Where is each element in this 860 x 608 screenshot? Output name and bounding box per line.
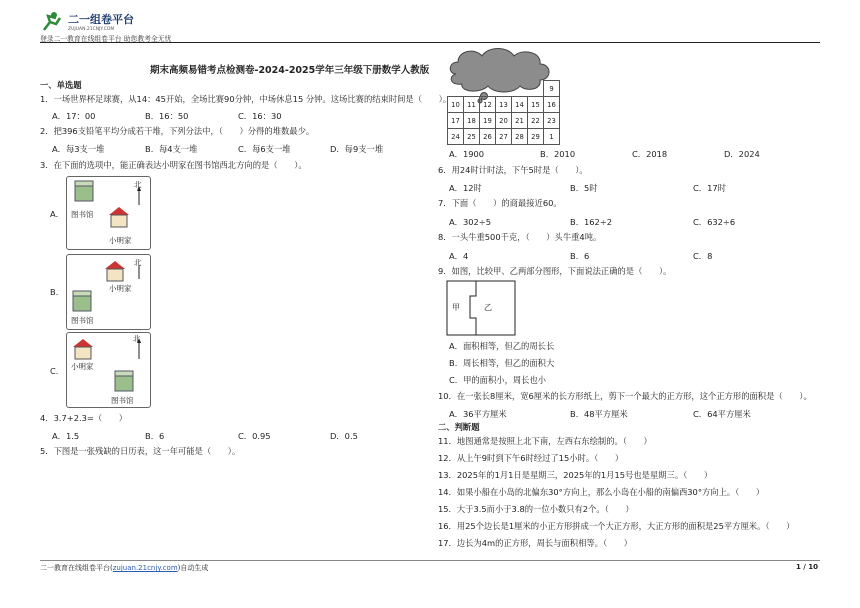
calendar-cell: 29 <box>528 129 544 145</box>
calendar-cell: 12 <box>480 97 496 113</box>
home-label: 小明家 <box>109 236 132 245</box>
library-label: 图书馆 <box>71 210 94 219</box>
calendar-cell: 14 <box>512 97 528 113</box>
q2-option-c[interactable]: C．每6支一堆 <box>238 144 291 154</box>
calendar-cell: 17 <box>448 113 464 129</box>
question-1: 1．一场世界杯足球赛，从14：45开始，全场比赛90分钟，中场休息15 分钟。这场比赛的结束时间是（ ）。 <box>40 94 452 104</box>
calendar-cell: 22 <box>528 113 544 129</box>
calendar-cell: 11 <box>464 97 480 113</box>
q4-option-c[interactable]: C．0.95 <box>238 431 271 441</box>
q2-option-b[interactable]: B．每4支一堆 <box>145 144 198 154</box>
question-15: 15．大于3.5而小于3.8的一位小数只有2个。（ ） <box>438 504 634 514</box>
question-9: 9．如图，比较甲、乙两部分图形，下面说法正确的是（ ）。 <box>438 266 672 276</box>
q1-option-a[interactable]: A．17：00 <box>52 111 96 121</box>
north-label: 北 <box>134 180 142 189</box>
calendar-cell: 28 <box>512 129 528 145</box>
header-divider <box>40 42 820 43</box>
question-4: 4．3.7+2.3=（ ） <box>40 413 128 423</box>
calendar-row <box>448 81 560 97</box>
q10-option-a[interactable]: A．36平方厘米 <box>449 409 507 419</box>
runner-logo-icon <box>40 10 160 32</box>
calendar-cell: 15 <box>528 97 544 113</box>
calendar-cell <box>480 81 496 97</box>
site-logo <box>40 10 160 32</box>
calendar-cell <box>464 81 480 97</box>
q8-option-a[interactable]: A．4 <box>449 251 469 261</box>
q9-option-c[interactable]: C．甲的面积小，周长也小 <box>449 375 547 385</box>
question-7: 7．下面（ ）的商最接近60。 <box>438 198 562 208</box>
calendar-row <box>448 97 560 113</box>
calendar-cell <box>448 81 464 97</box>
calendar-cell: 27 <box>496 129 512 145</box>
q5-option-d[interactable]: D．2024 <box>724 149 760 159</box>
question-3: 3．在下面的选项中，能正确表达小明家在图书馆西北方向的是（ ）。 <box>40 160 307 170</box>
question-5: 5．下图是一张残缺的日历表，这一年可能是（ ）。 <box>40 446 241 456</box>
calendar-cell <box>496 81 512 97</box>
library-icon <box>115 371 133 391</box>
q9-option-a[interactable]: A．面积相等，但乙的周长长 <box>449 341 555 351</box>
q7-option-c[interactable]: C．632÷6 <box>693 217 736 227</box>
footer-text <box>40 563 208 573</box>
q8-option-b[interactable]: B．6 <box>570 251 590 261</box>
footer-link[interactable]: zujuan.21cnjy.com <box>112 564 178 572</box>
q5-option-a[interactable]: A．1900 <box>449 149 485 159</box>
q1-option-c[interactable]: C．16：30 <box>238 111 282 121</box>
q4-option-d[interactable]: D．0.5 <box>330 431 358 441</box>
question-17: 17．边长为4m的正方形，周长与面积相等。（ ） <box>438 538 633 548</box>
q4-option-b[interactable]: B．6 <box>145 431 165 441</box>
q6-option-a[interactable]: A．12时 <box>449 183 482 193</box>
question-6: 6．用24时计时法，下午5时是（ ）。 <box>438 165 588 175</box>
north-label: 北 <box>133 334 141 343</box>
house-icon <box>105 261 125 281</box>
q5-option-b[interactable]: B．2010 <box>540 149 576 159</box>
question-11: 11．地图通常是按照上北下南，左西右东绘制的。（ ） <box>438 436 652 446</box>
q9-label-yi: 乙 <box>484 303 492 312</box>
section-single-choice: 一、单选题 <box>40 80 82 90</box>
q2-option-a[interactable]: A．每3支一堆 <box>52 144 105 154</box>
section-true-false: 二、判断题 <box>438 422 480 432</box>
calendar-cell: 21 <box>512 113 528 129</box>
question-12: 12．从上午9时到下午6时经过了15小时。（ ） <box>438 453 624 463</box>
footer-prefix: 二一教育在线组卷平台( <box>40 564 113 572</box>
library-icon <box>73 291 91 311</box>
calendar-cell: 16 <box>544 97 560 113</box>
footer-suffix: )自动生成 <box>177 564 209 572</box>
q7-option-b[interactable]: B．162÷2 <box>570 217 613 227</box>
calendar-cell <box>528 81 544 97</box>
question-8: 8．一头牛重500千克，（ ）头牛重4吨。 <box>438 232 602 242</box>
q1-option-b[interactable]: B．16：50 <box>145 111 189 121</box>
question-13: 13．2025年的1月1日是星期三，2025年的1月15号也是星期三。（ ） <box>438 470 713 480</box>
calendar-cell: 25 <box>464 129 480 145</box>
calendar-cell: 9 <box>544 81 560 97</box>
library-icon <box>75 181 93 201</box>
q8-option-c[interactable]: C．8 <box>693 251 713 261</box>
calendar-row <box>448 129 560 145</box>
q3-option-a-label[interactable]: A． <box>50 209 64 219</box>
q10-option-c[interactable]: C．64平方厘米 <box>693 409 751 419</box>
q2-option-d[interactable]: D．每9支一堆 <box>330 144 384 154</box>
question-2: 2．把396支铅笔平均分成若干堆，下列分法中，（ ）分得的堆数最少。 <box>40 126 315 136</box>
q9-option-b[interactable]: B．周长相等，但乙的面积大 <box>449 358 555 368</box>
house-icon <box>73 339 93 359</box>
page-number: 1 / 10 <box>795 563 818 571</box>
calendar-row <box>448 113 560 129</box>
calendar-cell: 13 <box>496 97 512 113</box>
calendar-cell <box>512 81 528 97</box>
calendar-cell: 18 <box>464 113 480 129</box>
q9-label-jia: 甲 <box>452 303 460 312</box>
logo-subtext: ZUJUAN.21CNJY.COM <box>68 27 115 32</box>
footer-divider <box>40 560 820 561</box>
calendar-cell: 19 <box>480 113 496 129</box>
q3-option-c-label[interactable]: C． <box>50 366 65 376</box>
q3-option-c-image[interactable] <box>66 332 151 408</box>
home-label: 小明家 <box>71 362 94 371</box>
page-title: 期末高频易错考点检测卷-2024-2025学年三年级下册数学人教版 <box>150 65 430 76</box>
q7-option-a[interactable]: A．302÷5 <box>449 217 492 227</box>
q3-option-a-image[interactable] <box>66 176 151 250</box>
logo-text: 二一组卷平台 <box>68 13 134 26</box>
calendar-table <box>447 80 560 145</box>
header-tagline: 登录二一教育在线组卷平台 助您教考全无忧 <box>40 35 172 43</box>
north-label: 北 <box>134 258 142 267</box>
q6-option-b[interactable]: B．5时 <box>570 183 598 193</box>
calendar-cell: 23 <box>544 113 560 129</box>
q5-option-c[interactable]: C．2018 <box>632 149 668 159</box>
q4-option-a[interactable]: A．1.5 <box>52 431 80 441</box>
question-10: 10．在一张长8厘米，宽6厘米的长方形纸上，剪下一个最大的正方形，这个正方形的面积是（ ）。 <box>438 391 812 401</box>
q6-option-c[interactable]: C．17时 <box>693 183 726 193</box>
calendar-cell: 24 <box>448 129 464 145</box>
library-label: 图书馆 <box>71 316 94 325</box>
calendar-cell: 26 <box>480 129 496 145</box>
library-label: 图书馆 <box>111 396 134 405</box>
question-14: 14．如果小船在小岛的北偏东30°方向上，那么小岛在小船的南偏西30°方向上。（ ） <box>438 487 765 497</box>
calendar-cell: 10 <box>448 97 464 113</box>
question-16: 16．用25个边长是1厘米的小正方形拼成一个大正方形，大正方形的面积是25平方厘米。（ ） <box>438 521 795 531</box>
house-icon <box>109 207 129 227</box>
q3-option-b-image[interactable] <box>66 254 151 330</box>
calendar-cell: 20 <box>496 113 512 129</box>
q10-option-b[interactable]: B．48平方厘米 <box>570 409 628 419</box>
calendar-cell: 1 <box>544 129 560 145</box>
home-label: 小明家 <box>109 284 132 293</box>
q3-option-b-label[interactable]: B． <box>50 287 64 297</box>
